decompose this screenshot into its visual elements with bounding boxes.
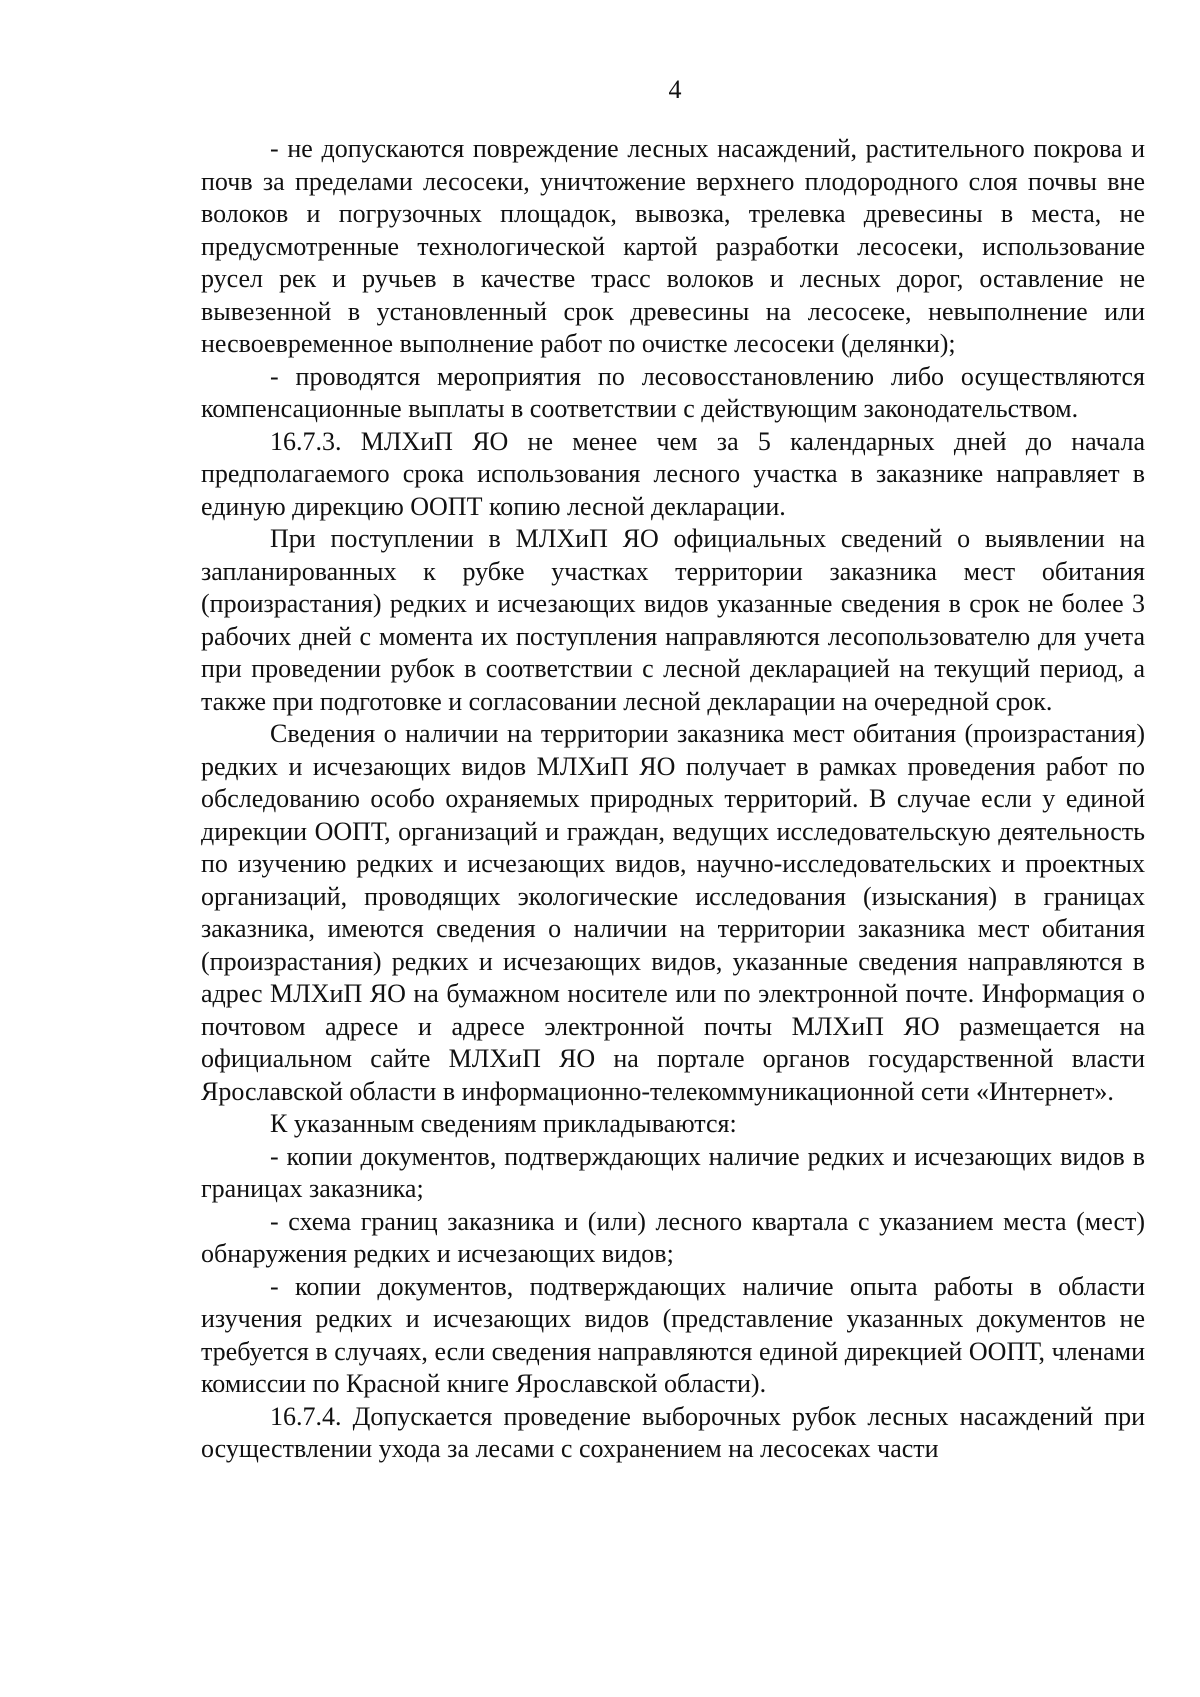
body-text — [201, 133, 1145, 1466]
list-item-boundary-scheme: - схема границ заказника и (или) лесного квартала с указанием места (мест) обнаружения редких и исчезающих видов; — [201, 1206, 1145, 1268]
paragraph-official-information: При поступлении в МЛХиП ЯО официальных сведений о выявлении на запланированных к рубке участках территории заказника мест обитания (произрастания) редких и исчезающих видов указанные сведения в срок не более 3 рабочих дней с момента их поступления направляются лесопользователю для учета при проведении рубок в соответствии с лесной декларацией на текущий период, а также при подготовке и согласовании лесной декларации на очередной срок. — [201, 524, 1145, 716]
paragraph-16-7-4: 16.7.4. Допускается проведение выборочных рубок лесных насаждений при осуществлении ухода за лесами с сохранением на лесосеках части — [201, 1401, 1145, 1463]
paragraph-damage-prohibitions: - не допускаются повреждение лесных насаждений, растительного покрова и почв за пределами лесосеки, уничтожение верхнего плодородного слоя почвы вне волоков и погрузочных площадок, вывозка, трелевка древесины в места, не предусмотренные технологической картой разработки лесосеки, использование русел рек и ручьев в качестве трасс волоков и лесных дорог, оставление не вывезенной в установленный срок древесины на лесосеке, невыполнение или несвоевременное выполнение работ по очистке лесосеки (делянки); — [201, 134, 1145, 358]
page-number: 4 — [668, 75, 682, 104]
paragraph-16-7-3: 16.7.3. МЛХиП ЯО не менее чем за 5 календарных дней до начала предполагаемого срока использования лесного участка в заказнике направляет в единую дирекцию ООПТ копию лесной декларации. — [201, 426, 1145, 521]
paragraph-reforestation: - проводятся мероприятия по лесовосстановлению либо осуществляются компенсационные выплаты в соответствии с действующим законодательством. — [201, 361, 1145, 423]
list-item-document-copies: - копии документов, подтверждающих наличие редких и исчезающих видов в границах заказника; — [201, 1141, 1145, 1203]
paragraph-attachments-intro: К указанным сведениям прикладываются: — [270, 1109, 737, 1138]
paragraph-habitat-information: Сведения о наличии на территории заказника мест обитания (произрастания) редких и исчезающих видов МЛХиП ЯО получает в рамках проведения работ по обследованию особо охраняемых природных территорий. В случае если у единой дирекции ООПТ, организаций и граждан, ведущих исследовательскую деятельность по изучению редких и исчезающих видов, научно-исследовательских и проектных организаций, проводящих экологические исследования (изыскания) в границах заказника, имеются сведения о наличии на территории заказника мест обитания (произрастания) редких и исчезающих видов, указанные сведения направляются в адрес МЛХиП ЯО на бумажном носителе или по электронной почте. Информация о почтовом адресе и адресе электронной почты МЛХиП ЯО размещается на официальном сайте МЛХиП ЯО на портале органов государственной власти Ярославской области в информационно-телекоммуникационной сети «Интернет». — [201, 719, 1145, 1106]
list-item-experience-documents: - копии документов, подтверждающих наличие опыта работы в области изучения редких и исчезающих видов (представление указанных документов не требуется в случаях, если сведения направляются единой дирекцией ООПТ, членами комиссии по Красной книге Ярославской области). — [201, 1271, 1145, 1398]
